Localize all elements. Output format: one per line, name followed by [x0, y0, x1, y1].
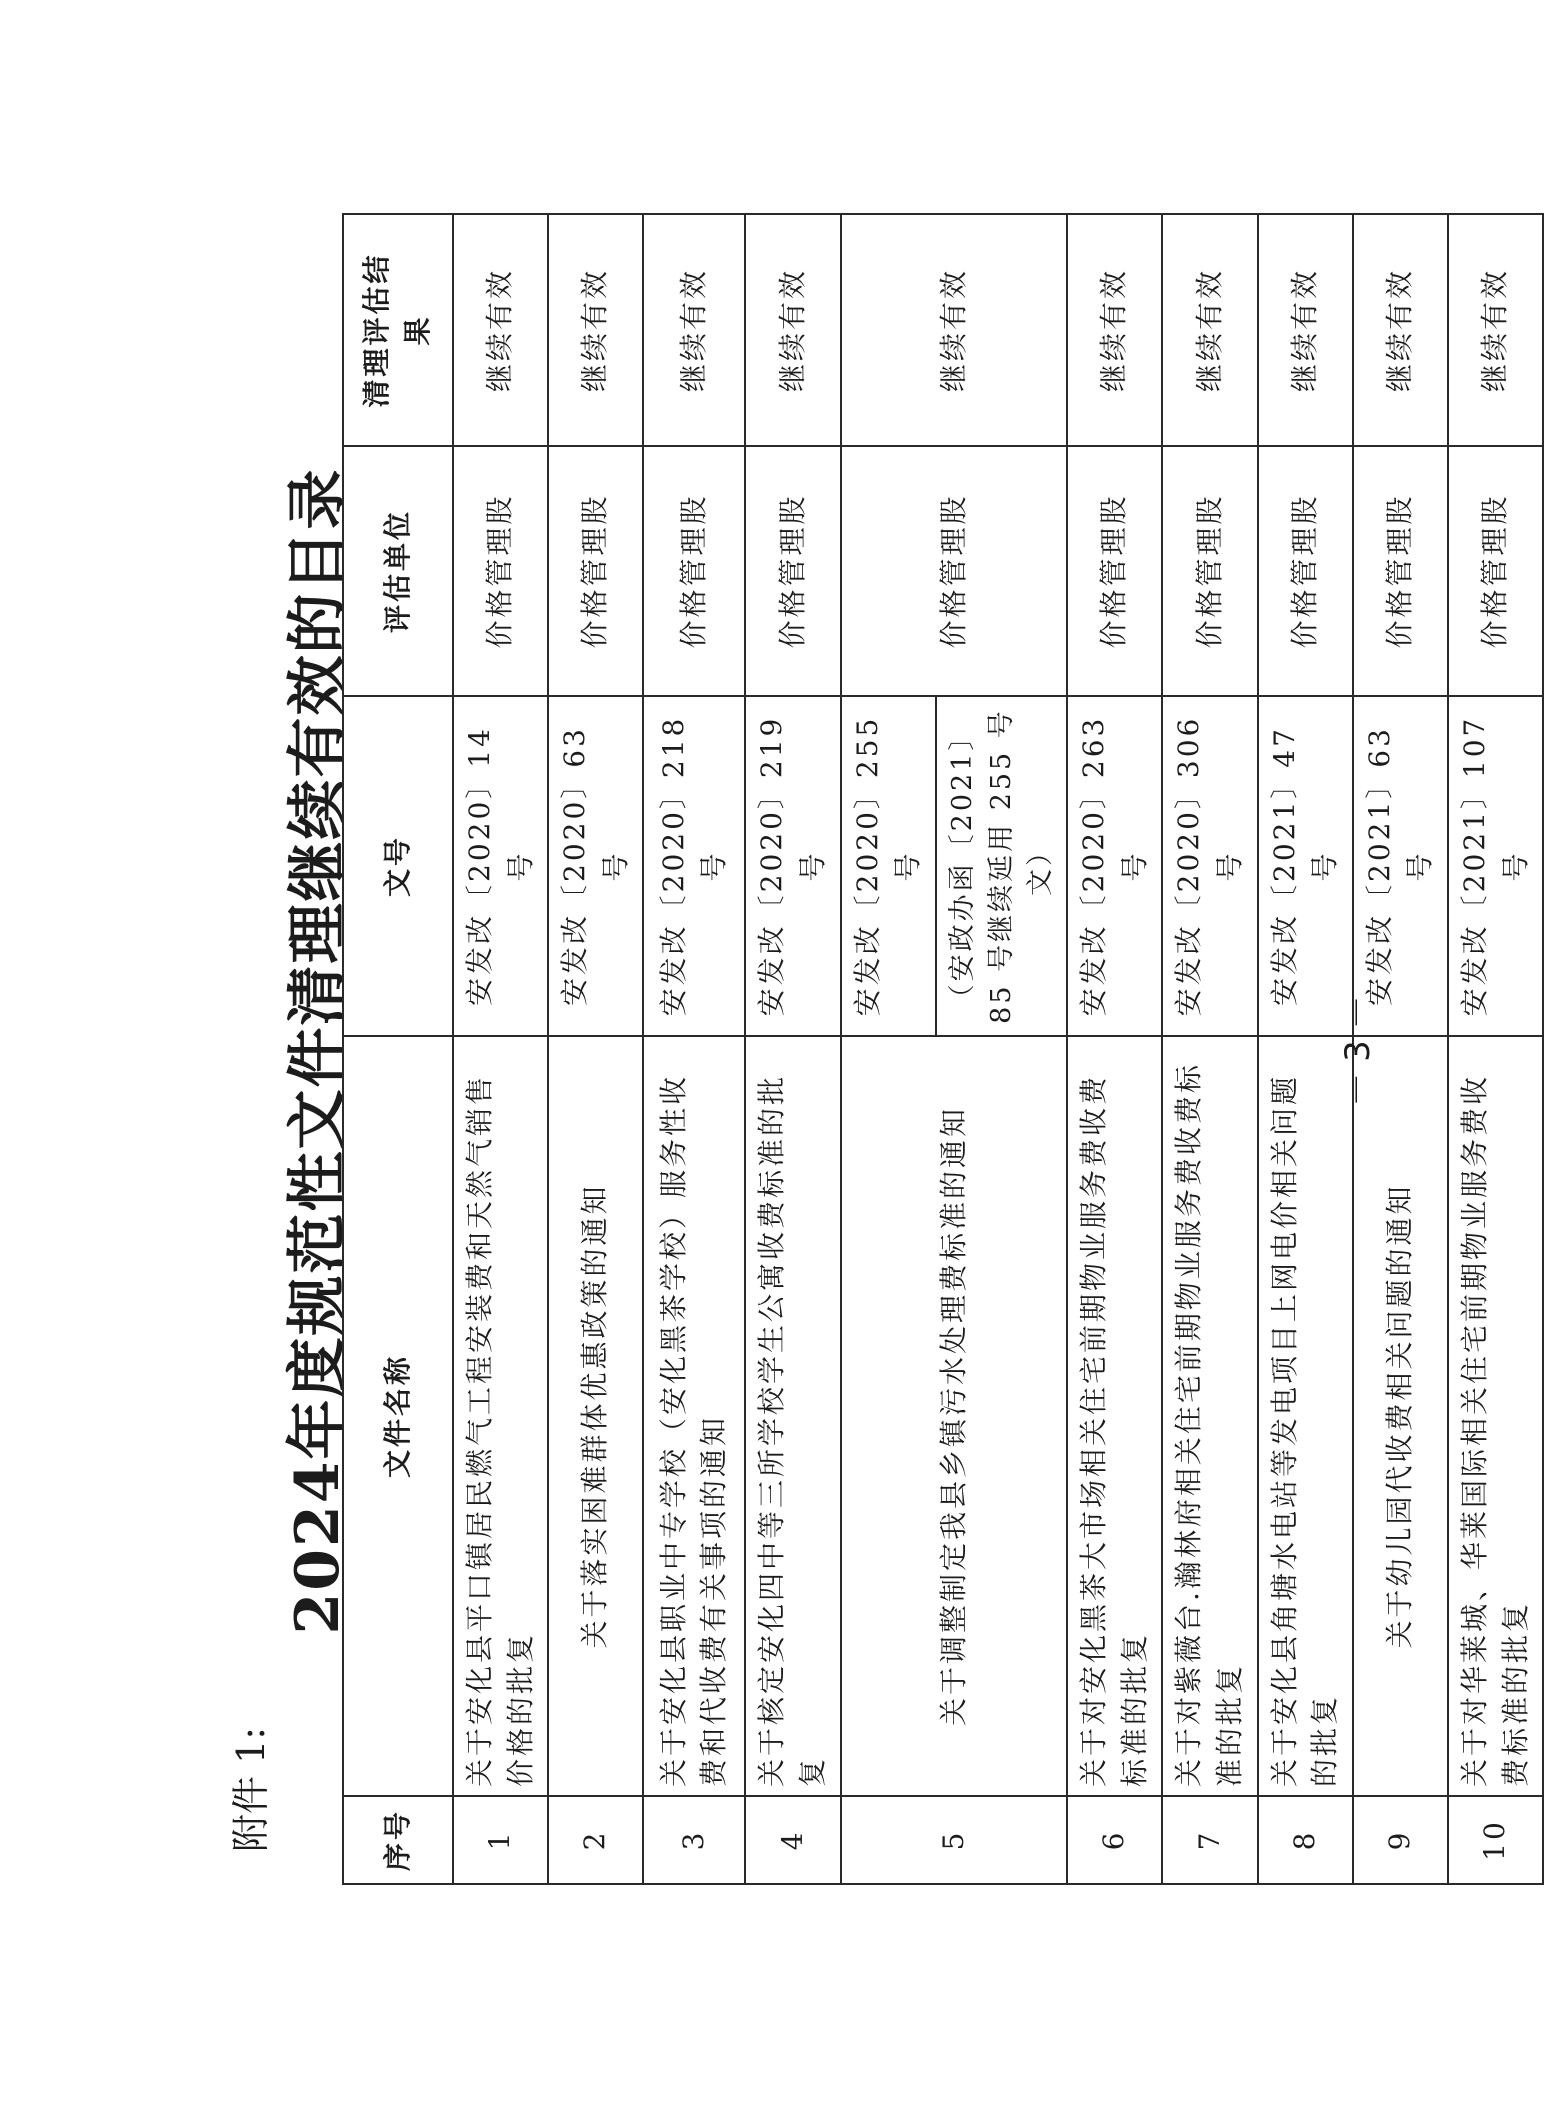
row-name: 关于幼儿园代收费相关问题的通知	[1353, 1036, 1448, 1796]
row-doc-no: 安发改〔2021〕47 号	[1258, 696, 1353, 1036]
table-header-row	[343, 214, 453, 1884]
header-unit: 评估单位	[343, 446, 453, 696]
row-unit: 价格管理股	[548, 446, 643, 696]
table-row	[643, 214, 745, 1884]
row-doc-no: 安发改〔2020〕255 号	[841, 696, 936, 1036]
header-result: 清理评估结 果	[343, 214, 453, 446]
row-name: 关于对紫薇台.瀚林府相关住宅前期物业服务费收费标准的批复	[1162, 1036, 1257, 1796]
row-doc-no-extension: （安政办函〔2021〕85 号继续延用 255 号文）	[936, 696, 1067, 1036]
row-result: 继续有效	[1067, 214, 1162, 446]
row-seq: 3	[643, 1796, 745, 1884]
header-doc-no: 文号	[343, 696, 453, 1036]
row-doc-no: 安发改〔2020〕14 号	[453, 696, 548, 1036]
table-row	[1162, 214, 1257, 1884]
row-seq: 7	[1162, 1796, 1257, 1884]
table-row	[1067, 214, 1162, 1884]
row-doc-no: 安发改〔2021〕63 号	[1353, 696, 1448, 1036]
row-unit: 价格管理股	[453, 446, 548, 696]
table-row	[841, 214, 936, 1884]
row-unit: 价格管理股	[745, 446, 840, 696]
row-result: 继续有效	[548, 214, 643, 446]
row-name: 关于对华莱城、华莱国际相关住宅前期物业服务费收费标准的批复	[1448, 1036, 1543, 1796]
row-seq: 9	[1353, 1796, 1448, 1884]
row-seq: 2	[548, 1796, 643, 1884]
row-result: 继续有效	[841, 214, 1068, 446]
row-name: 关于核定安化四中等三所学校学生公寓收费标准的批复	[745, 1036, 840, 1796]
row-unit: 价格管理股	[841, 446, 1068, 696]
row-doc-no: 安发改〔2021〕107 号	[1448, 696, 1543, 1036]
row-unit: 价格管理股	[643, 446, 745, 696]
row-unit: 价格管理股	[1353, 446, 1448, 696]
row-doc-no: 安发改〔2020〕218 号	[643, 696, 745, 1036]
attachment-label: 附件 1:	[229, 1726, 273, 1852]
row-result: 继续有效	[745, 214, 840, 446]
table-row	[453, 214, 548, 1884]
row-unit: 价格管理股	[1162, 446, 1257, 696]
row-result: 继续有效	[643, 214, 745, 446]
row-result: 继续有效	[453, 214, 548, 446]
table-row	[1448, 214, 1543, 1884]
row-unit: 价格管理股	[1067, 446, 1162, 696]
row-name: 关于安化县职业中专学校（安化黑茶学校）服务性收费和代收费有关事项的通知	[643, 1036, 745, 1796]
page-number: － 3 －	[1338, 995, 1378, 1107]
row-unit: 价格管理股	[1448, 446, 1543, 696]
row-seq: 6	[1067, 1796, 1162, 1884]
row-doc-no: 安发改〔2020〕306 号	[1162, 696, 1257, 1036]
row-seq: 1	[453, 1796, 548, 1884]
row-seq: 10	[1448, 1796, 1543, 1884]
row-result: 继续有效	[1258, 214, 1353, 446]
row-result: 继续有效	[1353, 214, 1448, 446]
row-unit: 价格管理股	[1258, 446, 1353, 696]
table-row	[745, 214, 840, 1884]
table-row	[548, 214, 643, 1884]
row-seq: 4	[745, 1796, 840, 1884]
row-doc-no: 安发改〔2020〕63 号	[548, 696, 643, 1036]
document-title: 2024年度规范性文件清理继续有效的目录	[283, 467, 353, 1635]
row-seq: 8	[1258, 1796, 1353, 1884]
row-doc-no: 安发改〔2020〕263 号	[1067, 696, 1162, 1036]
row-name: 关于调整制定我县乡镇污水处理费标准的通知	[841, 1036, 1068, 1796]
header-seq: 序号	[343, 1796, 453, 1884]
header-name: 文件名称	[343, 1036, 453, 1796]
row-result: 继续有效	[1162, 214, 1257, 446]
row-name: 关于安化县平口镇居民燃气工程安装费和天然气销售价格的批复	[453, 1036, 548, 1796]
row-name: 关于落实困难群体优惠政策的通知	[548, 1036, 643, 1796]
row-seq: 5	[841, 1796, 1068, 1884]
row-result: 继续有效	[1448, 214, 1543, 446]
row-name: 关于安化县角塘水电站等发电项目上网电价相关问题的批复	[1258, 1036, 1353, 1796]
row-name: 关于对安化黑茶大市场相关住宅前期物业服务费收费标准的批复	[1067, 1036, 1162, 1796]
row-doc-no: 安发改〔2020〕219 号	[745, 696, 840, 1036]
